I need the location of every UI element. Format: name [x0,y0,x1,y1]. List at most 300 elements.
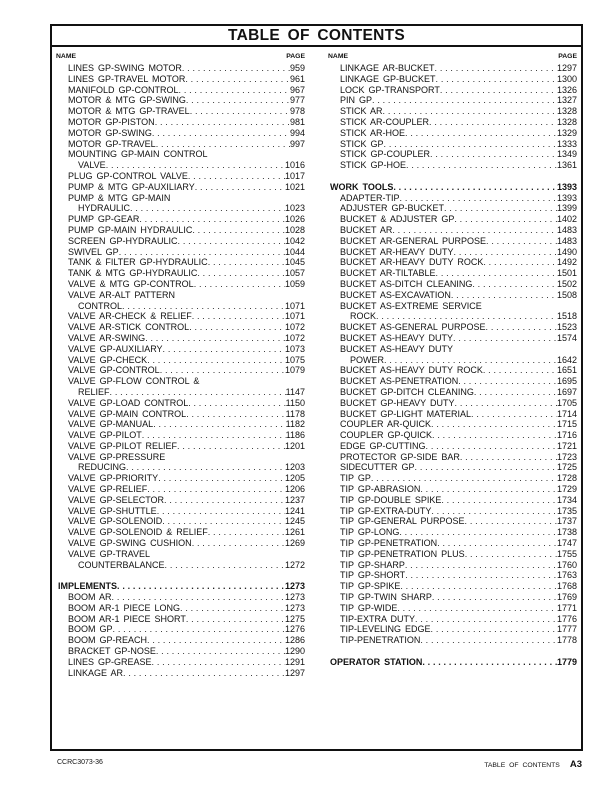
dot-leader [182,63,290,74]
dot-leader [112,592,285,603]
toc-section[interactable] [56,581,307,592]
dot-leader [420,635,557,646]
page-header: PAGE [558,53,577,60]
toc-entry[interactable] [328,603,579,614]
entry-name: LINES GP-GREASE [68,656,152,667]
entry-name: MOTOR GP-SWING [68,127,152,138]
toc-entry[interactable] [56,95,307,106]
dot-leader [179,85,290,96]
page-number: 1518 [556,311,577,322]
dot-leader [147,635,285,646]
entry-name: BUCKET AR-HEAVY DUTY [340,246,454,257]
toc-entry[interactable] [56,344,307,355]
footer-label: TABLE OF CONTENTS [484,762,560,769]
entry-name-continued: ROCK [350,311,377,322]
dot-leader [160,365,285,376]
entry-name: COUPLER GP-QUICK [340,430,433,441]
dot-leader [163,344,285,355]
entry-name: BUCKET GP-HEAVY DUTY [340,397,455,408]
toc-entry[interactable] [328,570,579,581]
toc-entry[interactable] [328,149,579,160]
toc-entry[interactable] [56,516,307,527]
entry-name: VALVE GP-SHUTTLE [68,505,157,516]
dot-leader [432,430,557,441]
dot-leader [405,128,557,139]
toc-entry[interactable] [328,409,579,420]
page-number: 1042 [284,235,305,246]
dot-leader [436,74,557,85]
toc-entry[interactable] [328,614,579,625]
dot-leader [471,409,557,420]
page-number: 1333 [556,138,577,149]
toc-entry[interactable] [328,441,579,452]
toc-entry[interactable] [328,322,579,333]
dot-leader [393,182,557,193]
dot-leader [405,560,557,571]
toc-entry[interactable] [56,452,307,463]
entry-name: PUMP & MTG GP-AUXILIARY [68,181,195,192]
toc-entry[interactable] [56,430,307,441]
toc-entry[interactable] [56,74,307,85]
entry-name: MOTOR GP-PISTON [68,116,155,127]
toc-entry[interactable] [328,635,579,646]
entry-name: STICK AR-COUPLER [340,116,430,127]
page-number: 1023 [284,203,305,214]
toc-entry[interactable] [328,74,579,85]
toc-entry[interactable] [56,419,307,430]
entry-name: BUCKET AS-EXTREME SERVICE [340,300,482,311]
entry-name: BUCKET & ADJUSTER GP [340,214,455,225]
dot-leader [432,592,557,603]
entry-name: VALVE GP-RELIEF [68,484,148,495]
page-number: 1205 [284,473,305,484]
dot-leader [465,549,557,560]
entry-name: LINKAGE AR-BUCKET [340,63,435,73]
toc-entry-continuation[interactable] [56,462,307,473]
page-number: 997 [289,138,305,149]
toc-entry[interactable] [328,430,579,441]
dot-leader [420,484,557,495]
dot-leader [383,106,557,117]
entry-name: PLUG GP-CONTROL VALVE [68,170,188,181]
toc-entry[interactable] [56,117,307,128]
toc-entry[interactable] [328,462,579,473]
toc-entry[interactable] [328,419,579,430]
page-number: 1755 [556,548,577,559]
page-number: 1291 [284,656,305,667]
page-number: 1735 [556,505,577,516]
entry-name: TIP GP-LONG [340,527,400,538]
dot-leader [431,419,557,430]
entry-name: VALVE AR-SWING [68,332,146,343]
dot-leader [186,95,290,106]
toc-entry[interactable] [56,257,307,268]
toc-entry[interactable] [56,128,307,139]
toc-entry[interactable] [328,106,579,117]
toc-entry[interactable] [56,657,307,668]
dot-leader [441,495,557,506]
toc-entry[interactable] [56,614,307,625]
dot-leader [392,225,557,236]
entry-name: TIP GP-DOUBLE SPIKE [340,494,442,505]
page-number: 1297 [556,63,577,73]
entry-name-continued: POWER [350,354,385,365]
dot-leader [119,247,285,258]
page-number: 1714 [556,408,577,419]
toc-entry[interactable] [328,257,579,268]
entry-name: BUCKET GP-DITCH CLEANING [340,386,474,397]
toc-entry-continuation[interactable] [56,160,307,171]
dot-leader [152,657,285,668]
toc-entry[interactable] [328,160,579,171]
dot-leader [483,365,557,376]
entry-name: TIP GP-SHARP [340,559,405,570]
toc-entry[interactable] [328,193,579,204]
entry-name: MANIFOLD GP-CONTROL [68,84,179,95]
entry-name: MOTOR & MTG GP-SWING [68,95,186,106]
page-number: 1393 [556,181,577,192]
page-number: 1695 [556,376,577,387]
page-number: 1492 [556,257,577,268]
entry-name: PIN GP [340,95,373,106]
toc-entry[interactable] [328,549,579,560]
page-number: 1705 [556,397,577,408]
entry-name: STICK GP [340,138,384,149]
toc-entry[interactable] [328,225,579,236]
dot-leader [126,462,285,473]
entry-name: BUCKET AS-EXCAVATION [340,289,451,300]
dot-leader [451,290,557,301]
entry-name: ADJUSTER GP-BUCKET [340,203,445,214]
toc-entry[interactable] [328,301,579,312]
toc-entry[interactable] [328,247,579,258]
page-number: 1147 [285,386,305,397]
entry-name: BUCKET AS-DITCH CLEANING [340,278,473,289]
page-number: 1300 [556,73,577,84]
toc-entry[interactable] [56,646,307,657]
toc-entry[interactable] [328,624,579,635]
dot-leader [156,646,285,657]
toc-list-right [328,63,579,668]
page-number: 1501 [556,268,577,279]
toc-section[interactable] [328,182,579,193]
toc-entry-continuation[interactable] [56,387,307,398]
entry-name: TIP-LEVELING EDGE [340,624,431,635]
dot-leader [186,409,285,420]
dot-leader [185,74,290,85]
entry-name: LOCK GP-TRANSPORT [340,84,440,95]
entry-name: VALVE GP-CONTROL [68,365,160,376]
toc-entry[interactable] [56,268,307,279]
page-number: 1016 [284,160,305,171]
toc-entry[interactable] [56,441,307,452]
entry-name: TIP-PENETRATION [340,635,421,646]
page-number: 1716 [556,430,577,441]
toc-entry[interactable] [328,376,579,387]
toc-entry[interactable] [328,516,579,527]
toc-entry[interactable] [56,333,307,344]
toc-entry[interactable] [328,538,579,549]
toc-entry[interactable] [56,149,307,160]
toc-entry[interactable] [56,635,307,646]
entry-name-continued: RELIEF [78,386,110,397]
toc-entry[interactable] [328,139,579,150]
page-number: 1276 [284,624,305,635]
toc-entry[interactable] [56,171,307,182]
page-number: 1261 [284,527,305,538]
page-number: 981 [289,116,305,127]
entry-name-continued: HYDRAULIC [78,203,131,214]
page-number: 1072 [284,332,305,343]
dot-leader [123,668,285,679]
toc-entry[interactable] [56,527,307,538]
entry-name: MOUNTING GP-MAIN CONTROL [68,149,208,160]
page-number: 1328 [556,106,577,117]
dot-leader [486,236,557,247]
dot-leader [455,398,557,409]
entry-name: BOOM GP [68,624,113,635]
toc-entry[interactable] [56,139,307,150]
toc-entry[interactable] [328,95,579,106]
toc-entry[interactable] [328,214,579,225]
toc-entry-continuation[interactable] [56,301,307,312]
toc-entry[interactable] [328,268,579,279]
page-number: 1508 [556,289,577,300]
entry-name: VALVE GP-PILOT RELIEF [68,440,178,451]
dot-leader [384,355,557,366]
page-number: 978 [289,106,305,117]
page-number: 1075 [284,354,305,365]
toc-entry[interactable] [56,398,307,409]
toc-entry[interactable] [328,495,579,506]
entry-name: VALVE GP-SOLENOID [68,516,163,527]
page-number: 1393 [556,192,577,203]
toc-entry[interactable] [328,236,579,247]
toc-entry-continuation[interactable] [56,203,307,214]
page-number: 1079 [284,365,305,376]
page-number: 1399 [556,203,577,214]
toc-entry[interactable] [56,355,307,366]
toc-entry[interactable] [56,603,307,614]
toc-entry[interactable] [328,398,579,409]
page-title: TABLE OF CONTENTS [52,26,581,47]
entry-name: BUCKET AR [340,224,393,235]
dot-leader [444,203,557,214]
entry-name: BUCKET AS-HEAVY DUTY [340,343,454,354]
page-number: 1715 [556,419,577,430]
toc-entry[interactable] [56,484,307,495]
toc-entry[interactable] [56,592,307,603]
entry-name: TANK & FILTER GP-HYDRAULIC [68,257,208,268]
toc-entry-continuation[interactable] [56,560,307,571]
toc-entry[interactable] [328,279,579,290]
toc-entry[interactable] [328,452,579,463]
toc-entry[interactable] [328,290,579,301]
toc-entry[interactable] [56,624,307,635]
dot-leader [139,214,285,225]
dot-leader [156,139,290,150]
page-number: 994 [289,127,305,138]
toc-entry[interactable] [56,247,307,258]
entry-name: TIP GP-GENERAL PURPOSE [340,516,465,527]
toc-entry[interactable] [328,581,579,592]
toc-entry[interactable] [56,549,307,560]
page-number: 1290 [284,646,305,657]
entry-name-continued: COUNTERBALANCE [78,559,165,570]
toc-entry[interactable] [56,311,307,322]
toc-entry[interactable] [56,290,307,301]
entry-name: VALVE GP-SWING CUSHION [68,538,192,549]
toc-entry-continuation[interactable] [328,311,579,322]
toc-entry[interactable] [328,85,579,96]
entry-name: VALVE AR-CHECK & RELIEF [68,311,192,322]
dot-leader [454,247,557,258]
toc-entry[interactable] [56,506,307,517]
dot-leader [158,473,285,484]
page-number: 959 [289,63,305,73]
dot-leader [458,376,557,387]
dot-leader [186,614,285,625]
page-number: 1483 [556,235,577,246]
dot-leader [113,624,285,635]
entry-name: STICK AR [340,106,383,117]
toc-entry[interactable] [56,214,307,225]
dot-leader [153,419,285,430]
toc-entry[interactable] [328,560,579,571]
page-number: 1026 [284,214,305,225]
page-number: 1269 [284,538,305,549]
entry-name: VALVE GP-SELECTOR [68,494,165,505]
toc-entry[interactable] [56,106,307,117]
page-number: 1071 [284,311,305,322]
toc-entry[interactable] [328,128,579,139]
toc-entry[interactable] [56,376,307,387]
toc-entry[interactable] [56,225,307,236]
page-number: 1326 [556,84,577,95]
toc-entry[interactable] [328,365,579,376]
dot-leader [110,387,286,398]
toc-entry[interactable] [328,203,579,214]
page-number: 1241 [284,505,305,516]
page-number: 1777 [556,624,577,635]
page-number: 1028 [284,224,305,235]
toc-frame [50,24,583,751]
entry-name: STICK GP-HOE [340,160,407,171]
dot-leader [117,581,285,592]
dot-leader [164,495,285,506]
toc-entry[interactable] [328,387,579,398]
dot-leader [400,193,557,204]
toc-entry[interactable] [56,538,307,549]
toc-entry[interactable] [328,484,579,495]
page-number: 1273 [284,581,305,592]
dot-leader [177,441,285,452]
toc-entry[interactable] [56,495,307,506]
toc-entry[interactable] [328,527,579,538]
dot-leader [483,257,557,268]
dot-leader [465,516,557,527]
dot-leader [208,527,285,538]
toc-entry[interactable] [56,236,307,247]
dot-leader [372,95,557,106]
dot-leader [194,279,285,290]
toc-entry[interactable] [56,182,307,193]
toc-entry[interactable] [56,473,307,484]
toc-section[interactable] [328,657,579,668]
toc-entry[interactable] [56,409,307,420]
page-number: 1297 [284,667,305,678]
dot-leader [147,484,285,495]
entry-name: TIP GP-EXTRA-DUTY [340,505,432,516]
entry-name: PROTECTOR GP-SIDE BAR [340,451,460,462]
dot-leader [189,322,285,333]
entry-name: VALVE & MTG GP-CONTROL [68,278,194,289]
name-header: NAME [56,53,77,60]
toc-entry[interactable] [328,344,579,355]
toc-entry[interactable] [328,333,579,344]
page-number: 1017 [284,170,305,181]
section-name: IMPLEMENTS [58,581,118,592]
page-number: 1651 [556,365,577,376]
entry-name: VALVE GP-SOLENOID & RELIEF [68,527,208,538]
dot-leader [192,538,285,549]
page-number: 1523 [556,322,577,333]
entry-name: VALVE GP-PRESSURE [68,451,166,462]
page-number: 1073 [284,343,305,354]
page-number: 1768 [556,581,577,592]
toc-column-left [56,50,307,678]
toc-entry[interactable] [328,506,579,517]
entry-name-continued: VALVE [78,160,106,171]
page-number: 1275 [284,613,305,624]
toc-column-right [328,50,579,668]
page-header: PAGE [286,53,305,60]
toc-entry-continuation[interactable] [328,355,579,366]
toc-entry[interactable] [56,668,307,679]
page-number: 1182 [285,419,305,430]
page-number: 1490 [556,246,577,257]
entry-name: TIP GP-ABRASION [340,484,421,495]
dot-leader [397,603,557,614]
page-number: 1021 [284,181,305,192]
toc-entry[interactable] [56,365,307,376]
dot-leader [474,387,557,398]
toc-entry[interactable] [56,63,307,74]
entry-name: VALVE GP-AUXILIARY [68,343,163,354]
entry-name: TIP GP-PENETRATION [340,538,438,549]
page-number: 1178 [285,408,305,419]
dot-leader [178,236,285,247]
dot-leader [376,311,557,322]
entry-name: STICK GP-COUPLER [340,149,431,160]
toc-entry[interactable] [56,193,307,204]
entry-name: BUCKET AR-TILTABLE [340,268,436,279]
page-number: A3 [569,759,582,770]
dot-leader [440,85,557,96]
dot-leader [422,657,557,668]
toc-entry[interactable] [328,473,579,484]
entry-name: BUCKET AR-GENERAL PURPOSE [340,235,487,246]
toc-entry[interactable] [56,85,307,96]
name-header: NAME [328,53,349,60]
toc-entry[interactable] [56,322,307,333]
page-number: 1725 [556,462,577,473]
toc-entry[interactable] [56,279,307,290]
toc-entry[interactable] [328,63,579,74]
toc-entry[interactable] [328,592,579,603]
page-number: 1763 [556,570,577,581]
toc-entry[interactable] [328,117,579,128]
